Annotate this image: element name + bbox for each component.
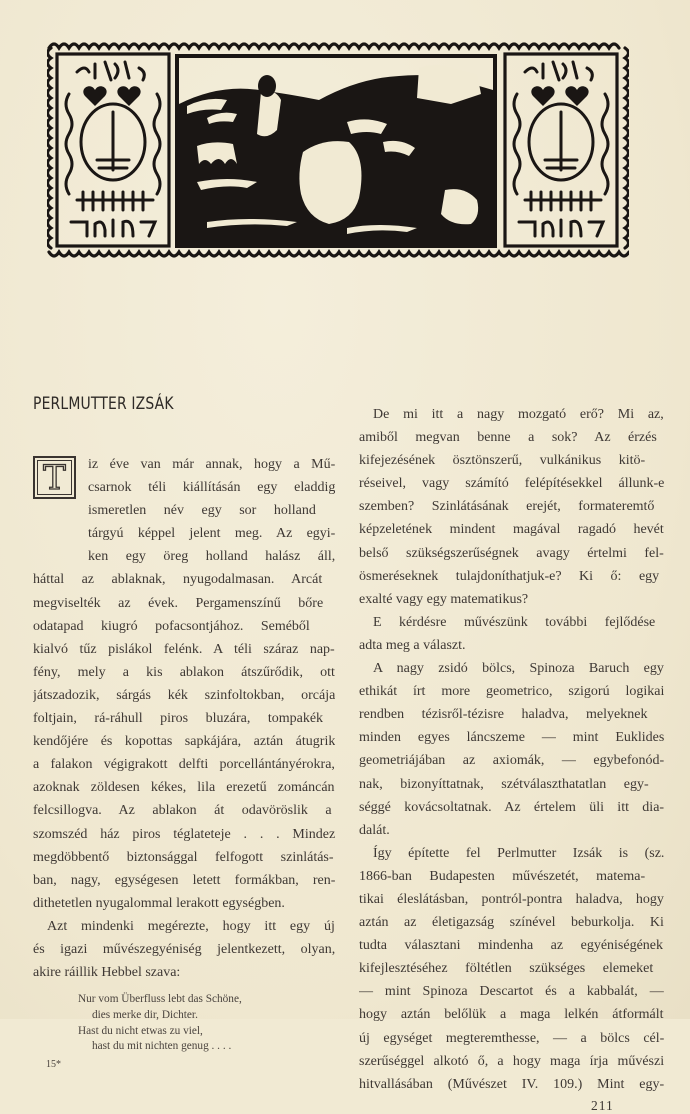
- left-ornament: [66, 62, 160, 236]
- page-number: 211: [591, 1098, 614, 1113]
- poem-line: Hast du nicht etwas zu viel,: [78, 1024, 203, 1037]
- text-line: kendőjére és kopottas sapkájára, aztán átugrik: [33, 734, 335, 750]
- woodcut-header-illustration: [47, 42, 629, 258]
- paragraph-2: [33, 915, 335, 984]
- text-line: 1866-ban Budapesten művészetét, matema-: [359, 868, 646, 884]
- text-line: belső szükségszerűségnek avagy értelmi fel-: [359, 545, 664, 561]
- signature-mark: 15*: [46, 1059, 61, 1070]
- text-line: ban, nagy, egységesen letett formákban, ren-: [33, 872, 335, 888]
- text-line: szomszéd ház piros téglateteje . . . Mindez: [33, 826, 335, 842]
- text-line: képzeletének mindent magával ragadó hevét: [359, 522, 664, 538]
- text-line: minden egyes láncszeme — mint Euklides: [359, 730, 664, 746]
- paragraph-4: [359, 611, 664, 657]
- poem-line: Nur vom Überfluss lebt das Schöne,: [78, 993, 242, 1005]
- text-line: dalát.: [359, 822, 390, 838]
- text-line: akire ráillik Hebbel szava:: [33, 965, 181, 981]
- text-line: szerűséggel alkotó ő, a hogy maga írja művészi: [359, 1053, 664, 1069]
- text-line: exalté vagy egy matematikus?: [359, 591, 529, 607]
- text-line: ismeretlen név egy sor holland: [88, 503, 316, 519]
- text-line: séggé kovácsoltatnak. Az értelem üli itt dia-: [359, 799, 664, 815]
- poem-line: hast du mit nichten genug . . . .: [92, 1040, 232, 1053]
- text-line: E kérdésre művészünk további fejlődése: [373, 614, 656, 630]
- text-line: A nagy zsidó bölcs, Spinoza Baruch egy: [373, 661, 664, 677]
- text-line: szemben? Szinlátásának erejét, formateremtő: [359, 499, 655, 515]
- paragraph-5: [359, 657, 664, 842]
- woodcut-header-icon: [47, 42, 629, 258]
- landscape-scene: [179, 65, 493, 246]
- text-line: nak, bizonyíttatnak, szétválaszthatatlan egy-: [359, 776, 649, 792]
- text-line: kifejlesztéséhez föltétlen szükséges elemeket: [359, 961, 654, 977]
- text-line: Azt mindenki megérezte, hogy itt egy új: [47, 918, 335, 934]
- text-line: kialvó tűz pislákol felénk. A téli száraz nap-: [33, 641, 335, 657]
- right-ornament: [514, 62, 608, 236]
- text-line: megviselték az évek. Pergamenszínű bőre: [33, 595, 324, 611]
- paragraph-3: [359, 403, 664, 611]
- text-line: dithetetlen nyugalommal lerakott egységben.: [33, 895, 285, 911]
- text-line: azoknak zöldesen kékes, lila erezetű zománcán: [33, 780, 335, 796]
- text-line: ösmeréseknek tulajdoníthatjuk-e? Ki ő: egy: [359, 568, 660, 584]
- text-line: és igazi művészegyéniség jelentkezett, olyan,: [33, 941, 335, 957]
- text-line: háttal az ablaknak, nyugodalmasan. Arcát: [33, 572, 323, 588]
- text-line: tárgyú képpel jelent meg. Az egyi-: [88, 526, 335, 542]
- text-line: játszadozik, sárgás kék szinfoltokban, orcája: [33, 687, 335, 703]
- paragraph-1: [33, 453, 335, 915]
- text-line: csarnok téli kiállításán egy eladdig: [88, 480, 335, 496]
- drop-cap-letter: T: [43, 458, 66, 498]
- text-line: iz éve van már annak, hogy a Mű-: [88, 457, 335, 472]
- text-line: foltjain, rá-ráhull piros bluzára, tompakék: [33, 711, 324, 727]
- right-column: [359, 403, 664, 1096]
- text-line: tikai éleslátásban, pontról-pontra haladva, hogy: [359, 891, 664, 907]
- text-line: Így építette fel Perlmutter Izsák is (sz.: [373, 845, 664, 861]
- text-line: tudta választani mindenha az egyéniségének: [359, 938, 664, 954]
- text-line: geometriájában az axiomák, — egybefonód-: [359, 753, 664, 769]
- text-line: — mint Spinoza Descartot és a kabbalát, —: [359, 984, 664, 1000]
- text-line: odatapad kiugró pofacsontjához. Seméből: [33, 618, 310, 634]
- text-line: réseivel, vagy számító felépítésekkel állunk-e: [359, 476, 664, 492]
- text-line: De mi itt a nagy mozgató erő? Mi az,: [373, 407, 664, 422]
- text-line: hitvallásában (Művészet IV. 109.) Mint egy-: [359, 1076, 664, 1092]
- text-line: hogy aztán belőlük a maga lelkén átformált: [359, 1007, 664, 1023]
- article-title: PERLMUTTER IZSÁK: [33, 394, 174, 414]
- text-line: ken egy öreg holland halász áll,: [88, 549, 335, 565]
- text-line: felcsillogva. Az ablakon át odavöröslik a: [33, 803, 332, 819]
- poem-quotation: [78, 992, 242, 1055]
- text-line: aztán az életigazság színével beburkolja. Ki: [359, 915, 664, 931]
- poem-line: dies merke dir, Dichter.: [92, 1008, 198, 1021]
- text-line: rendben tézisről-tézisre haladva, melyeknek: [359, 707, 648, 723]
- text-line: megdöbbentő biztonsággal felfogott szinlátás-: [33, 849, 334, 865]
- text-line: amiből megvan benne a sok? Az érzés: [359, 430, 657, 446]
- text-line: adta meg a választ.: [359, 637, 466, 653]
- left-column: [33, 453, 335, 984]
- text-line: új egységet megteremthesse, — a bölcs cél-: [359, 1030, 664, 1046]
- paragraph-6: [359, 842, 664, 1096]
- text-line: kifejezésének ösztönszerű, vulkánikus kitö-: [359, 453, 646, 469]
- text-line: ethikát írt more geometrico, szigorú logikai: [359, 684, 664, 700]
- text-line: fény, mely a kis ablakon átszűrődik, ott: [33, 664, 335, 680]
- text-line: a falakon végigrakott delfti porcellántányérokra,: [33, 757, 335, 773]
